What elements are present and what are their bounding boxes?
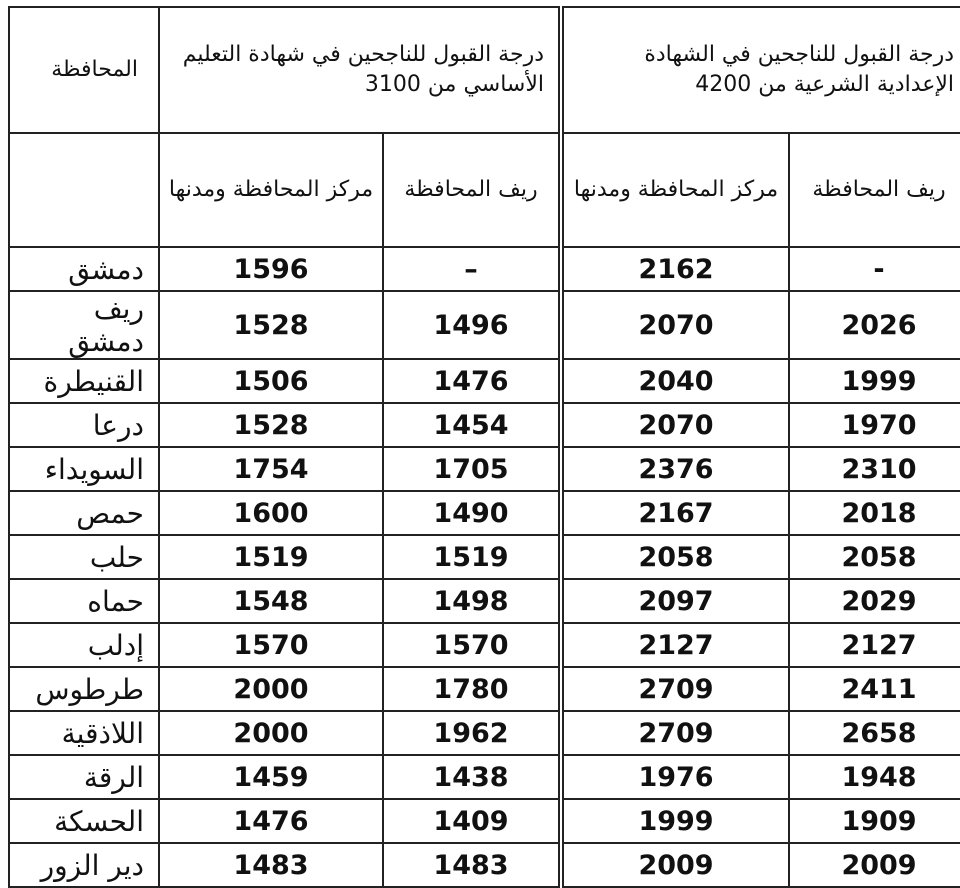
sharia-rural-score: 2029 (789, 579, 960, 623)
basic-city-score: 1506 (159, 359, 383, 403)
basic-rural-score: 1519 (383, 535, 561, 579)
header-row-groups (9, 7, 960, 133)
governorate-name: الحسكة (9, 799, 159, 843)
basic-rural-score: 1962 (383, 711, 561, 755)
sharia-rural-score: 1970 (789, 403, 960, 447)
sharia-rural-score: 2658 (789, 711, 960, 755)
governorate-name: اللاذقية (9, 711, 159, 755)
table-row (9, 579, 960, 623)
sharia-rural-score: 2310 (789, 447, 960, 491)
table-row (9, 667, 960, 711)
governorate-name: إدلب (9, 623, 159, 667)
table-row (9, 799, 960, 843)
basic-rural-score: 1780 (383, 667, 561, 711)
sharia-rural-score: 2026 (789, 291, 960, 359)
basic-rural-score: – (383, 247, 561, 291)
sharia-city-score: 2040 (561, 359, 789, 403)
table-row (9, 291, 960, 359)
table-row (9, 403, 960, 447)
governorate-name: دمشق (9, 247, 159, 291)
governorate-name: طرطوس (9, 667, 159, 711)
table-row (9, 755, 960, 799)
header-governorate: المحافظة (9, 7, 159, 133)
governorate-name: القنيطرة (9, 359, 159, 403)
header-basic-countryside: ريف المحافظة (383, 133, 561, 247)
table-body (9, 7, 960, 887)
table-row (9, 711, 960, 755)
sharia-rural-score: 1948 (789, 755, 960, 799)
basic-rural-score: 1438 (383, 755, 561, 799)
sharia-rural-score: 2009 (789, 843, 960, 887)
header-basic-city-center: مركز المحافظة ومدنها (159, 133, 383, 247)
table-row (9, 447, 960, 491)
basic-city-score: 1600 (159, 491, 383, 535)
sharia-rural-score: 1909 (789, 799, 960, 843)
basic-rural-score: 1570 (383, 623, 561, 667)
basic-city-score: 1548 (159, 579, 383, 623)
basic-city-score: 1528 (159, 291, 383, 359)
basic-city-score: 1570 (159, 623, 383, 667)
governorate-name: الرقة (9, 755, 159, 799)
table-row (9, 359, 960, 403)
basic-city-score: 1476 (159, 799, 383, 843)
basic-rural-score: 1454 (383, 403, 561, 447)
header-empty-cell (9, 133, 159, 247)
governorate-name: حماه (9, 579, 159, 623)
sharia-city-score: 1999 (561, 799, 789, 843)
header-basic-certificate-group: درجة القبول للناجحين في شهادة التعليم الأساسي من 3100 (159, 7, 561, 133)
sharia-rural-score: - (789, 247, 960, 291)
header-sharia-countryside: ريف المحافظة (789, 133, 960, 247)
sharia-city-score: 2058 (561, 535, 789, 579)
basic-city-score: 1519 (159, 535, 383, 579)
basic-rural-score: 1476 (383, 359, 561, 403)
sharia-city-score: 2097 (561, 579, 789, 623)
sharia-city-score: 2162 (561, 247, 789, 291)
sharia-city-score: 2167 (561, 491, 789, 535)
governorate-name: حلب (9, 535, 159, 579)
sharia-city-score: 2070 (561, 291, 789, 359)
basic-rural-score: 1490 (383, 491, 561, 535)
basic-city-score: 1528 (159, 403, 383, 447)
basic-rural-score: 1483 (383, 843, 561, 887)
table-row (9, 623, 960, 667)
basic-rural-score: 1496 (383, 291, 561, 359)
sharia-city-score: 2376 (561, 447, 789, 491)
sharia-city-score: 1976 (561, 755, 789, 799)
governorate-name: دير الزور (9, 843, 159, 887)
sharia-city-score: 2009 (561, 843, 789, 887)
basic-rural-score: 1409 (383, 799, 561, 843)
sharia-rural-score: 2127 (789, 623, 960, 667)
header-row-subcolumns (9, 133, 960, 247)
governorate-name: درعا (9, 403, 159, 447)
header-sharia-city-center: مركز المحافظة ومدنها (561, 133, 789, 247)
basic-city-score: 1459 (159, 755, 383, 799)
governorate-name: ريف دمشق (9, 291, 159, 359)
basic-city-score: 1483 (159, 843, 383, 887)
table-row (9, 535, 960, 579)
sharia-city-score: 2070 (561, 403, 789, 447)
basic-city-score: 2000 (159, 667, 383, 711)
sharia-rural-score: 2411 (789, 667, 960, 711)
sharia-city-score: 2127 (561, 623, 789, 667)
basic-city-score: 2000 (159, 711, 383, 755)
sharia-rural-score: 2018 (789, 491, 960, 535)
sharia-city-score: 2709 (561, 667, 789, 711)
basic-city-score: 1754 (159, 447, 383, 491)
sharia-rural-score: 2058 (789, 535, 960, 579)
sharia-city-score: 2709 (561, 711, 789, 755)
basic-city-score: 1596 (159, 247, 383, 291)
header-sharia-certificate-group: درجة القبول للناجحين في الشهادة الإعدادية الشرعية من 4200 (561, 7, 960, 133)
table-row (9, 247, 960, 291)
table-row (9, 843, 960, 887)
table-row (9, 491, 960, 535)
basic-rural-score: 1705 (383, 447, 561, 491)
governorate-name: حمص (9, 491, 159, 535)
governorate-name: السويداء (9, 447, 159, 491)
sharia-rural-score: 1999 (789, 359, 960, 403)
basic-rural-score: 1498 (383, 579, 561, 623)
admission-scores-table (8, 6, 960, 888)
